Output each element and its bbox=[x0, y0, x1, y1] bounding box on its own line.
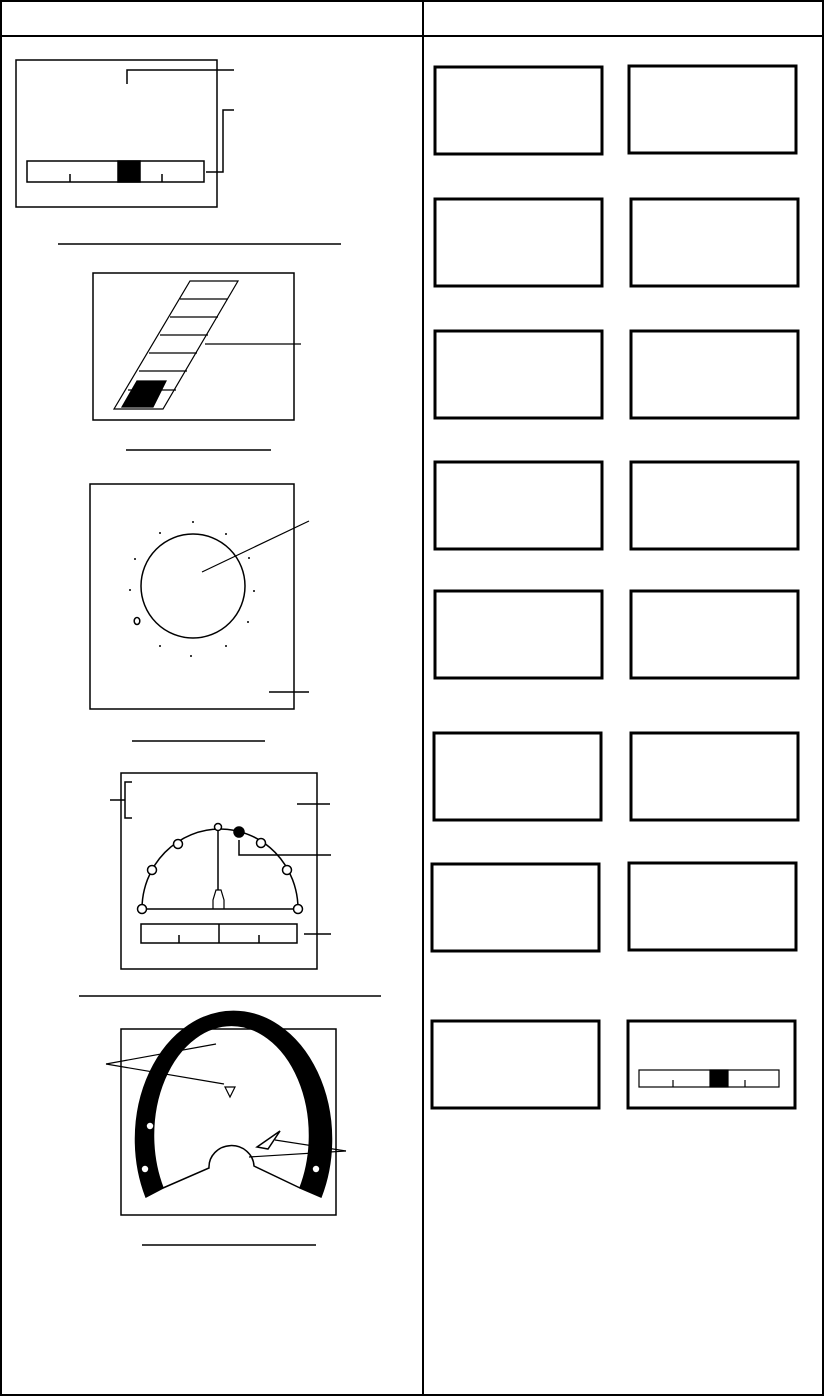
answer-box[interactable] bbox=[435, 331, 602, 418]
fig1-callout-line-a bbox=[127, 70, 234, 84]
fig1-panel bbox=[16, 60, 217, 207]
answer-box-bar-indicator bbox=[710, 1070, 728, 1087]
answer-box-bar-scale bbox=[639, 1070, 779, 1087]
answer-box[interactable] bbox=[435, 67, 602, 154]
fig3-dial-circle bbox=[141, 534, 245, 638]
fig1-callout-line-b bbox=[206, 110, 234, 172]
answer-box[interactable] bbox=[629, 66, 796, 153]
fig3-index-dot bbox=[134, 618, 140, 625]
answer-box[interactable] bbox=[434, 733, 601, 820]
figure-1-digital-readout bbox=[16, 60, 234, 207]
answer-box[interactable] bbox=[629, 863, 796, 950]
table-frame bbox=[1, 1, 823, 1395]
fig5-set-marker bbox=[225, 1087, 235, 1097]
fig4-gauge-arc bbox=[142, 829, 298, 909]
fig1-bar-scale bbox=[27, 161, 204, 182]
answer-boxes bbox=[432, 66, 798, 1108]
figure-4-semicircle-gauge bbox=[110, 773, 331, 969]
fig2-panel bbox=[93, 273, 294, 420]
answer-box[interactable] bbox=[631, 462, 798, 549]
answer-box[interactable] bbox=[435, 462, 602, 549]
answer-box-with-bar[interactable] bbox=[628, 1021, 795, 1108]
fig3-tick-dots bbox=[129, 521, 255, 657]
fig4-active-point bbox=[234, 827, 244, 837]
fig5-inner-cutout bbox=[163, 1146, 300, 1188]
answer-box[interactable] bbox=[631, 331, 798, 418]
answer-box[interactable] bbox=[435, 199, 602, 286]
answer-box[interactable] bbox=[631, 199, 798, 286]
figure-5-band-gauge bbox=[106, 1011, 346, 1215]
fig4-needle-hub bbox=[213, 890, 224, 909]
figure-2-slanted-bar bbox=[93, 273, 301, 420]
figure-3-round-dial bbox=[90, 484, 309, 709]
answer-box[interactable] bbox=[631, 733, 798, 820]
answer-box[interactable] bbox=[435, 591, 602, 678]
fig3-panel bbox=[90, 484, 294, 709]
fig3-callout-line bbox=[202, 521, 309, 572]
answer-box[interactable] bbox=[432, 864, 599, 951]
answer-box[interactable] bbox=[631, 591, 798, 678]
answer-box[interactable] bbox=[432, 1021, 599, 1108]
fig4-bracket bbox=[125, 782, 132, 818]
fig1-bar-indicator bbox=[118, 161, 140, 182]
